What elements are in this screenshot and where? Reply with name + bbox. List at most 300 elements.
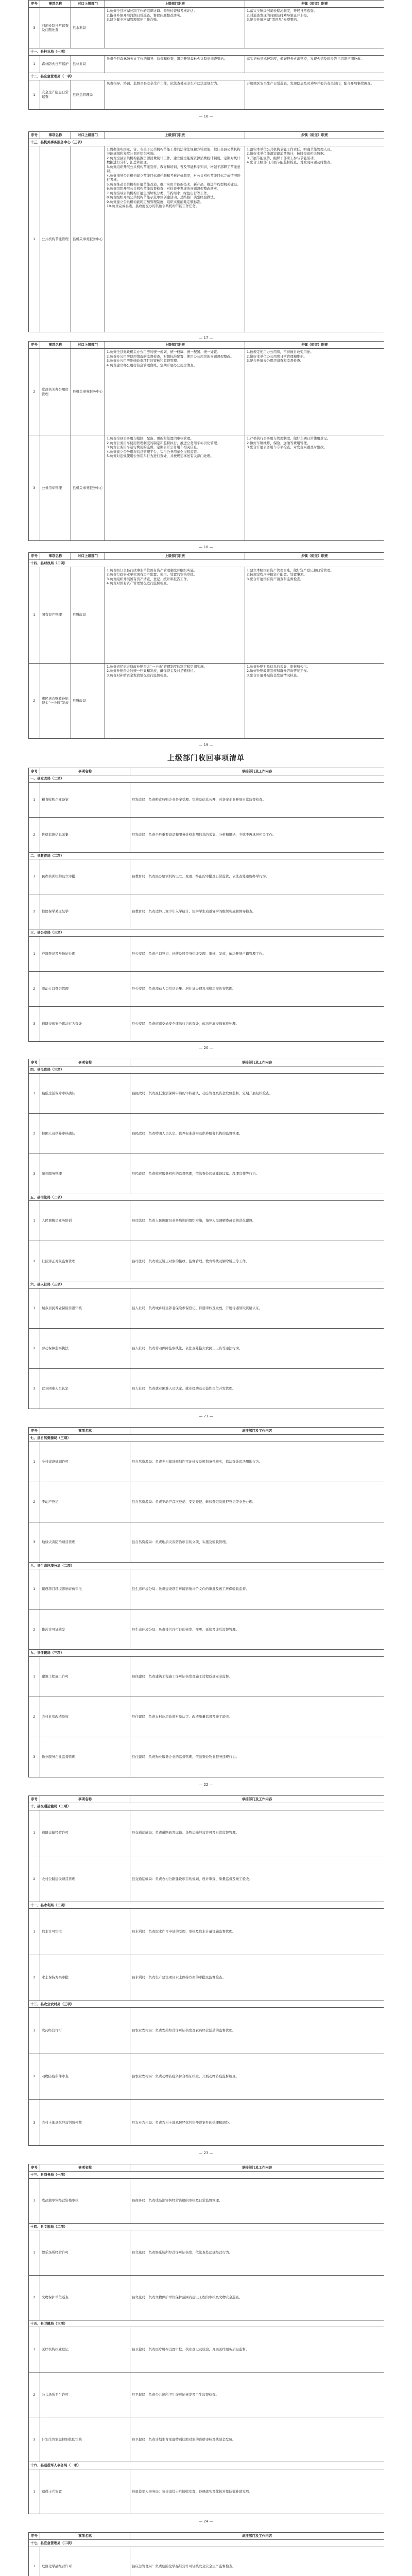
- column-header-dept: 对口上级部门: [71, 1, 105, 8]
- table-body: [29, 553, 384, 739]
- cell-content: 县教育局：负责适龄儿童少年入学统计、辍学学生劝返复学的组织实施和督导检查。: [130, 894, 384, 929]
- part2-page: [28, 1795, 384, 2146]
- cell-no: 1: [29, 567, 40, 663]
- table-row: [29, 349, 384, 435]
- table-body: [29, 2164, 384, 2514]
- section-row: [29, 1435, 384, 1442]
- cell-name: 粮食收购企业备案: [40, 782, 130, 817]
- cell-content: 县人社局：负责城乡居民养老保险参保登记、待遇审核及发放，开展待遇领取资格认证。: [130, 1288, 384, 1328]
- cell-dept: 县财政局: [71, 567, 105, 663]
- cell-no: 3: [29, 2417, 40, 2462]
- table-header-row: [29, 553, 384, 560]
- table-body: [29, 768, 384, 1042]
- cell-no: 2: [29, 1697, 40, 1737]
- column-header-no: 序号: [29, 1796, 40, 1803]
- section-heading: 十、县交通运输局（二项）: [29, 1803, 384, 1810]
- table-header-row: [29, 1428, 384, 1435]
- cell-no: 2: [29, 2275, 40, 2320]
- table-row: [29, 2099, 384, 2145]
- cell-name: 农村危房改造验收: [40, 1697, 130, 1737]
- cell-no: 1: [29, 2230, 40, 2275]
- section-heading: 五、县司法局（二项）: [29, 1194, 384, 1201]
- section-heading: 十七、县应急管理局（二项）: [29, 2540, 384, 2547]
- cell-upper: 负责指导、协调、监督全县安全生产工作，依法查处安全生产违法违规行为。: [105, 80, 245, 109]
- cell-town: 1.建立本级国有资产管理台账，做好资产登记和日常管理。 2.按规定程序申报资产配置、处置事项。 3.配合开展国有资产清查和监督检查。: [245, 567, 384, 663]
- section-row: [29, 1562, 384, 1569]
- cell-content: 县民政局：负责殡葬服务机构的监督管理，依法查处违规建设坟墓、乱埋乱葬等行为。: [130, 1154, 384, 1194]
- table-header-row: [29, 2164, 384, 2172]
- table-row: [29, 1955, 384, 2001]
- page-number: — 23 —: [199, 2151, 213, 2155]
- table-header-row: [29, 342, 384, 349]
- cell-name: 民办培训机构设立审批: [40, 859, 130, 894]
- table-row: [29, 1328, 384, 1368]
- cell-content: 县人社局：负责就业困难人员认定、就业援助及公益性岗位开发管理。: [130, 1368, 384, 1409]
- table-header-row: [29, 768, 384, 775]
- cell-town: 1.严格执行公务用车管理制度，做好车辆日常使用登记。 2.做好车辆维修、保险、加油等费用管理。 3.配合开展公务用车专项检查，对发现问题及时整改。: [245, 435, 384, 541]
- item-table: [28, 2532, 384, 2576]
- cell-content: 县生态环境分局：负责建设项目环境影响评价文件的审批及竣工环保验收监督。: [130, 1569, 384, 1609]
- cell-content: 县民政局：负责最低生活保障申请的审核确认、动态管理及资金发放监督，定期开展复核检查。: [130, 1073, 384, 1113]
- section-heading: 十三、县商务局（一项）: [29, 2172, 384, 2179]
- cell-name: 公务用车管理: [40, 435, 71, 541]
- cell-no: 1: [29, 1909, 40, 1955]
- cell-name: 娱乐场所经营许可: [40, 2230, 130, 2275]
- cell-upper: 1.负责全县河湖长制工作的组织协调、督导检查和考核评估。 2.指导乡镇开展河湖日常巡查，督促问题整改落实。 3.建立健全河湖管理保护工作台账。: [105, 8, 245, 48]
- cell-content: 县农业农村局：负责农药经营许可证核发及农药经营活动的监督管理。: [130, 2008, 384, 2054]
- table-row: [29, 1154, 384, 1194]
- section-row: [29, 775, 384, 783]
- cell-no: 2: [29, 971, 40, 1006]
- cell-no: 1: [29, 1810, 40, 1856]
- table-row: [29, 1073, 384, 1113]
- cell-content: 县卫健局：负责医疗机构设置审批、执业登记及校验，开展医疗服务质量监督。: [130, 2327, 384, 2372]
- page-number: — 18 —: [199, 545, 213, 549]
- cell-name: 特困人员供养审核确认: [40, 1113, 130, 1154]
- cell-town: 1.负责补贴对象信息的采集、审核和公示。 2.做好补贴政策宣传和群众咨询答复工作。 3.配合开展补贴资金发放情况核查。: [245, 663, 384, 738]
- column-header-content: 承接部门及工作内容: [130, 1796, 384, 1803]
- cell-no: 2: [29, 1856, 40, 1902]
- cell-no: 1: [29, 2178, 40, 2223]
- page-number: — 16 —: [199, 114, 213, 118]
- cell-content: 县农业农村局：负责动物防疫条件合格证核发，开展动物防疫监督检查。: [130, 2054, 384, 2099]
- item-table: [28, 768, 384, 1042]
- column-header-no: 序号: [29, 342, 40, 349]
- table-row: [29, 1368, 384, 1409]
- cell-no: 1: [29, 2008, 40, 2054]
- cell-no: 3: [29, 1737, 40, 1777]
- column-header-upper: 上级部门职责: [105, 132, 245, 139]
- table-row: [29, 8, 384, 48]
- table-header-row: [29, 1, 384, 8]
- column-header-town: 乡镇（街道）职责: [245, 553, 384, 560]
- table-row: [29, 146, 384, 332]
- item-table: [28, 1795, 384, 2146]
- cell-name: 最低生活保障审核确认: [40, 1073, 130, 1113]
- table-row: [29, 1737, 384, 1777]
- cell-no: 2: [29, 1482, 40, 1522]
- cell-no: 1: [29, 2547, 40, 2576]
- cell-no: 1: [29, 2469, 40, 2514]
- cell-name: 道路交通安全违法行为查处: [40, 1006, 130, 1041]
- table-body: [29, 1059, 384, 1409]
- section-heading: 三、县公安局（三项）: [29, 929, 384, 937]
- cell-name: 农村土地承包经营纠纷仲裁: [40, 2099, 130, 2145]
- page-title: 上级部门收回事项清单: [167, 754, 245, 762]
- column-header-name: 事项名称: [40, 132, 71, 139]
- table-row: [29, 1442, 384, 1482]
- cell-no: 2: [29, 2372, 40, 2417]
- table-row: [29, 859, 384, 894]
- table-body: [29, 1796, 384, 2146]
- section-heading: 十三、县机关事务服务中心（三项）: [29, 139, 384, 146]
- column-header-upper: 上级部门职责: [105, 342, 245, 349]
- cell-dept: 县机关事务服务中心: [71, 435, 105, 541]
- table-row: [29, 1656, 384, 1697]
- column-header-town: 乡镇（街道）职责: [245, 1, 384, 8]
- column-header-name: 事项名称: [40, 1, 71, 8]
- table-row: [29, 1810, 384, 1856]
- cell-content: 县文旅局：负责娱乐场所经营许可证核发，依法查处违规经营行为。: [130, 2230, 384, 2275]
- section-row: [29, 1066, 384, 1074]
- section-heading: 十一、县林业局（一项）: [29, 48, 384, 56]
- table-header-row: [29, 1059, 384, 1066]
- table-header-row: [29, 132, 384, 139]
- part1-page: [28, 552, 384, 739]
- part1-page: [28, 0, 384, 110]
- cell-name: 建筑工程施工许可: [40, 1656, 130, 1697]
- column-header-upper: 上级部门职责: [105, 1, 245, 8]
- table-row: [29, 1697, 384, 1737]
- table-row: [29, 663, 384, 738]
- table-body: [29, 1428, 384, 1777]
- table-body: [29, 132, 384, 332]
- cell-no: 1: [29, 1073, 40, 1113]
- cell-name: 流动人口登记管理: [40, 971, 130, 1006]
- part2-page: [28, 2532, 384, 2576]
- item-table: [28, 552, 384, 739]
- section-heading: 六、县人社局（三项）: [29, 1281, 384, 1289]
- table-row: [29, 894, 384, 929]
- column-header-no: 序号: [29, 2533, 40, 2540]
- cell-upper: 1.贯彻落实国家、省、市关于公共机构节能工作的法律法规和方针政策，拟订全县公共机构节能规划和年度计划并组织实施。 2.负责全县公共机构能源资源消费统计工作，建立健全能源资源消费统计制度，定期对统计数据进行分析、汇总和报送。 3.负责组织开展公共机构节能宣传、教育和培训，普及节能科学知识，增强干部职工节能意识。 4.负责指导公共机构建立节能目标责任制和考核评价制度，对公共机构节能目标完成情况进行考核。 5.负责推动公共机构开展节能改造，推广应用节能新技术、新产品，推进节约型机关建设。 6.负责组织开展公共机构节能监督检查，对检查中发现的问题督促整改落实。 7.负责指导公共机构开展生活垃圾分类、节约用水、绿色出行等工作。 8.负责组织开展公共机构节能示范单位创建活动，总结推广典型经验做法。 9.负责建立公共机构能耗定额管理制度，组织实施能耗定额标准。 10.负责完成县委、县政府交办的其他公共机构节能工作任务。: [105, 146, 245, 332]
- cell-upper: 负责全县森林防灭火工作的指导、监督和检查，组织开展森林火灾隐患排查整治。: [105, 55, 245, 73]
- column-header-name: 事项名称: [40, 768, 130, 775]
- cell-content: 县商务局：负责成品油零售经营资格的审核及日常监督管理。: [130, 2178, 384, 2223]
- table-row: [29, 1609, 384, 1650]
- cell-content: 县住建局：负责建筑工程施工许可证核发及施工过程质量安全监督。: [130, 1656, 384, 1697]
- cell-town: 1.按规定使用办公用房，不得擅自改变用途。 2.做好本单位办公用房日常管理和维护。 3.配合开展办公用房清查和监督检查。: [245, 349, 384, 435]
- table-row: [29, 2547, 384, 2576]
- cell-no: 1: [29, 80, 40, 109]
- cell-no: 1: [29, 1442, 40, 1482]
- section-row: [29, 1281, 384, 1289]
- table-header-row: [29, 2533, 384, 2540]
- cell-upper: 1.负责拟订全县行政事业单位国有资产管理制度并组织实施。 2.负责行政事业单位国有资产配置、使用、处置的审核审批。 3.负责组织开展国有资产清查、登记、统计和报告工作。 4.负责对国有资产管理情况进行监督检查。: [105, 567, 245, 663]
- part2-page: [28, 2164, 384, 2514]
- item-table: [28, 1427, 384, 1777]
- table-row: [29, 782, 384, 817]
- section-row: [29, 852, 384, 859]
- cell-content: 县司法局：负责社区矫正对象的接收、监督管理、教育帮扶及解除矫正等工作。: [130, 1241, 384, 1281]
- column-header-content: 承接部门及工作内容: [130, 1428, 384, 1435]
- cell-content: 县公安局：负责道路交通安全违法行为的查处，依法开展交通事故处理。: [130, 1006, 384, 1041]
- table-row: [29, 1522, 384, 1562]
- table-header-row: [29, 1796, 384, 1803]
- table-row: [29, 1856, 384, 1902]
- cell-content: 县农业农村局：负责农村土地承包经营纠纷仲裁案件的受理和调处。: [130, 2099, 384, 2145]
- column-header-no: 序号: [29, 132, 40, 139]
- column-header-name: 事项名称: [40, 553, 71, 560]
- cell-content: 县民政局：负责特困人员认定、供养标准落实及供养服务机构的监督管理。: [130, 1113, 384, 1154]
- table-row: [29, 1482, 384, 1522]
- section-row: [29, 2001, 384, 2008]
- cell-name: 成品油零售经营资格审核: [40, 2178, 130, 2223]
- cell-town: 1.落实乡镇级河湖长巡河制度，开展日常巡查。 2.对巡查发现的问题及时劝导制止并上报。 3.配合开展河湖“清四乱”专项整治。: [245, 8, 384, 48]
- cell-no: 2: [29, 1113, 40, 1154]
- cell-no: 2: [29, 894, 40, 929]
- cell-name: 人民调解员业务培训: [40, 1201, 130, 1241]
- cell-upper: 1.负责全县公务用车编制、配备、更新和处置的审核管理。 2.负责公务用车使用管理制度的制定和监督执行，推进公务用车标识化管理。 3.负责公务用车运行费用的监督，定期公开公务用车相关信息。 4.负责建立公务用车信息管理平台，实行公务用车全过程监管。 5.负责对违规使用公务用车行为进行查处，并按规定移送有关部门处理。: [105, 435, 245, 541]
- table-row: [29, 435, 384, 541]
- cell-content: 县教育局：负责民办培训机构设立、变更、终止的审批及日常监管，依法查处违规办学行为。: [130, 859, 384, 894]
- table-row: [29, 1909, 384, 1955]
- column-header-name: 事项名称: [40, 1059, 130, 1066]
- cell-content: 县司法局：负责人民调解员业务培训的组织实施，指导人民调解委员会规范化建设。: [130, 1201, 384, 1241]
- cell-content: 县自然资源局：负责不动产首次登记、变更登记、转移登记及抵押登记等业务办理。: [130, 1482, 384, 1522]
- cell-content: 县应急管理局：负责危险化学品经营许可证核发及安全生产监督检查。: [130, 2547, 384, 2576]
- section-heading: 二、县教育局（二项）: [29, 852, 384, 859]
- cell-dept: 县林业局: [71, 55, 105, 73]
- cell-name: 取水许可审批: [40, 1909, 130, 1955]
- column-header-content: 承接部门及工作内容: [130, 1059, 384, 1066]
- cell-dept: 县应急管理局: [71, 80, 105, 109]
- cell-name: 国有资产管理: [40, 567, 71, 663]
- cell-no: 3: [29, 1006, 40, 1041]
- page-number: — 19 —: [199, 743, 213, 747]
- column-header-no: 序号: [29, 1059, 40, 1066]
- table-row: [29, 1201, 384, 1241]
- column-header-no: 序号: [29, 2164, 40, 2172]
- cell-content: 县人社局：负责劳动保障监察执法，依法查处拖欠农民工工资等违法行为。: [130, 1328, 384, 1368]
- column-header-dept: 对口上级部门: [71, 553, 105, 560]
- cell-no: 2: [29, 663, 40, 738]
- cell-content: 县水利局：负责取水许可申请的受理、审核及取水计量设施监督管理。: [130, 1909, 384, 1955]
- cell-content: 县生态环境分局：负责排污许可证的核发、变更、延续及证后监督管理。: [130, 1609, 384, 1650]
- page-number: — 20 —: [199, 1046, 213, 1050]
- table-row: [29, 1288, 384, 1328]
- table-row: [29, 2230, 384, 2275]
- cell-name: 党政机关办公用房管理: [40, 349, 71, 435]
- section-heading: 七、县自然资源局（三项）: [29, 1435, 384, 1442]
- cell-no: 2: [29, 1328, 40, 1368]
- section-heading: 十四、县文旅局（二项）: [29, 2223, 384, 2230]
- cell-name: 文物保护单位巡查: [40, 2275, 130, 2320]
- cell-name: 公共机构节能管理: [40, 146, 71, 332]
- cell-name: 动物防疫条件审查: [40, 2054, 130, 2099]
- section-row: [29, 1803, 384, 1810]
- cell-content: 县卫健局：负责公共场所卫生许可证核发及卫生监督检查。: [130, 2372, 384, 2417]
- cell-town: 落实护林员巡护制度，做好野外火源管控，发现火情及时报告并组织初期扑救。: [245, 55, 384, 73]
- section-heading: 十二、县应急管理局（一项）: [29, 73, 384, 80]
- cell-town: 开展辖区安全生产日常巡查，发现隐患及时劝导并报告有关部门，配合开展事故调查。: [245, 80, 384, 109]
- cell-name: 道路运输经营许可: [40, 1810, 130, 1856]
- column-header-dept: 对口上级部门: [71, 342, 105, 349]
- table-row: [29, 80, 384, 109]
- table-row: [29, 2275, 384, 2320]
- column-header-content: 承接部门及工作内容: [130, 2533, 384, 2540]
- cell-name: 建设项目环境影响评价审批: [40, 1569, 130, 1609]
- item-table: [28, 131, 384, 332]
- table-row: [29, 1113, 384, 1154]
- page-number: — 22 —: [199, 1783, 213, 1787]
- table-row: [29, 2372, 384, 2417]
- part2-page: [28, 1427, 384, 1777]
- table-row: [29, 55, 384, 73]
- part1-page: [28, 131, 384, 332]
- column-header-town: 乡镇（街道）职责: [245, 132, 384, 139]
- cell-no: 2: [29, 1609, 40, 1650]
- cell-no: 3: [29, 435, 40, 541]
- page-number: — 17 —: [199, 336, 213, 340]
- cell-no: 1: [29, 782, 40, 817]
- cell-no: 3: [29, 8, 40, 48]
- cell-dept: 县财政局: [71, 663, 105, 738]
- section-row: [29, 1194, 384, 1201]
- table-row: [29, 936, 384, 971]
- cell-name: 城乡居民养老保险待遇审核: [40, 1288, 130, 1328]
- cell-content: 县自然资源局：负责地质灾害防治项目的立项、实施及验收管理。: [130, 1522, 384, 1562]
- cell-dept: 县机关事务服务中心: [71, 146, 105, 332]
- section-heading: 四、县民政局（三项）: [29, 1066, 384, 1074]
- column-header-no: 序号: [29, 553, 40, 560]
- cell-content: 县住建局：负责农村危房改造对象认定、改造质量监督及竣工验收。: [130, 1697, 384, 1737]
- section-row: [29, 1902, 384, 1909]
- cell-name: 社区矫正对象监督管理: [40, 1241, 130, 1281]
- column-header-name: 事项名称: [40, 342, 71, 349]
- section-heading: 十五、县卫健局（三项）: [29, 2320, 384, 2327]
- cell-no: 2: [29, 1955, 40, 2001]
- part2-page: [28, 768, 384, 1042]
- section-row: [29, 48, 384, 56]
- cell-name: 殡葬服务管理: [40, 1154, 130, 1194]
- cell-name: 医疗机构执业登记: [40, 2327, 130, 2372]
- cell-content: 县退役军人事务局：负责退役士兵接收安置、待遇落实及优抚对象抚恤补助发放。: [130, 2469, 384, 2514]
- cell-content: 县自然资源局：负责乡村建设规划许可证核发及规划条件核实，依法查处违法用地行为。: [130, 1442, 384, 1482]
- cell-content: 县发改局：负责粮食收购企业备案受理、审核及信息公开，对备案企业开展日常监督检查。: [130, 782, 384, 817]
- cell-no: 2: [29, 2054, 40, 2099]
- cell-no: 1: [29, 2327, 40, 2372]
- cell-content: 县卫健局：负责计划生育家庭特别扶助对象的资格审核及扶助金发放。: [130, 2417, 384, 2462]
- column-header-town: 乡镇（街道）职责: [245, 342, 384, 349]
- cell-no: 2: [29, 817, 40, 852]
- cell-name: 不动产登记: [40, 1482, 130, 1522]
- cell-name: 河湖长制日常巡查及问题处置: [40, 8, 71, 48]
- cell-no: 2: [29, 349, 40, 435]
- cell-town: 1.落实本单位公共机构节能工作责任，明确节能管理人员。 2.做好本单位能源资源消费统计，按时报送相关数据。 3.开展节能宣传，组织干部职工参与节能活动。 4.配合上级部门开展节能监督检查，对发现问题及时整改。: [245, 146, 384, 332]
- table-row: [29, 2417, 384, 2462]
- cell-content: 县交通运输局：负责农村公路建设项目的规划、设计审查、质量监督及竣工验收。: [130, 1856, 384, 1902]
- cell-name: 户籍登记及身份证办理: [40, 936, 130, 971]
- cell-no: 1: [29, 1569, 40, 1609]
- cell-no: 3: [29, 1522, 40, 1562]
- cell-no: 1: [29, 55, 40, 73]
- table-row: [29, 1241, 384, 1281]
- column-header-no: 序号: [29, 1, 40, 8]
- section-row: [29, 560, 384, 567]
- table-row: [29, 2008, 384, 2054]
- section-row: [29, 929, 384, 937]
- section-row: [29, 1650, 384, 1657]
- table-row: [29, 2327, 384, 2372]
- part2-page: [28, 1059, 384, 1409]
- item-table: [28, 1059, 384, 1409]
- column-header-name: 事项名称: [40, 1428, 130, 1435]
- page-number: — 24 —: [199, 2519, 213, 2523]
- part1-page: [28, 341, 384, 541]
- column-header-content: 承接部门及工作内容: [130, 768, 384, 775]
- item-table: [28, 0, 384, 110]
- cell-dept: 县水利局: [71, 8, 105, 48]
- cell-name: 价格监测信息采集: [40, 817, 130, 852]
- column-header-name: 事项名称: [40, 2164, 130, 2172]
- cell-name: 退役士兵安置: [40, 2469, 130, 2514]
- cell-no: 2: [29, 1241, 40, 1281]
- cell-no: 1: [29, 1201, 40, 1241]
- section-row: [29, 139, 384, 146]
- cell-name: 公共场所卫生许可: [40, 2372, 130, 2417]
- column-header-dept: 对口上级部门: [71, 132, 105, 139]
- cell-no: 1: [29, 859, 40, 894]
- column-header-name: 事项名称: [40, 1796, 130, 1803]
- section-heading: 十一、县水利局（二项）: [29, 1902, 384, 1909]
- cell-name: 安全生产隐患日常巡查: [40, 80, 71, 109]
- cell-name: 惠民惠农财政补贴资金“一卡通”发放: [40, 663, 71, 738]
- section-heading: 十二、县农业农村局（三项）: [29, 2001, 384, 2008]
- table-row: [29, 971, 384, 1006]
- cell-dept: 县机关事务服务中心: [71, 349, 105, 435]
- page-number: — 21 —: [199, 1414, 213, 1418]
- table-row: [29, 2469, 384, 2514]
- cell-no: 1: [29, 146, 40, 332]
- cell-upper: 1.负责惠民惠农财政补贴资金“一卡通”管理制度的制定和组织实施。 2.负责补贴资金的统一归集和发放，确保资金及时足额到位。 3.负责对补贴资金发放情况进行监督检查。: [105, 663, 245, 738]
- cell-no: 1: [29, 1656, 40, 1697]
- cell-name: 劳动保障监察执法: [40, 1328, 130, 1368]
- cell-name: 地质灾害防治项目管理: [40, 1522, 130, 1562]
- column-header-upper: 上级部门职责: [105, 553, 245, 560]
- table-body: [29, 2533, 384, 2576]
- cell-content: 县交通运输局：负责道路旅客运输、货物运输经营许可及日常监督管理。: [130, 1810, 384, 1856]
- cell-name: 物业服务企业监督管理: [40, 1737, 130, 1777]
- cell-name: 水土保持方案审批: [40, 1955, 130, 2001]
- item-table: [28, 341, 384, 541]
- column-header-no: 序号: [29, 1428, 40, 1435]
- section-heading: 十四、县财政局（二项）: [29, 560, 384, 567]
- section-row: [29, 2320, 384, 2327]
- cell-name: 危险化学品经营许可: [40, 2547, 130, 2576]
- table-row: [29, 817, 384, 852]
- item-table: [28, 2164, 384, 2514]
- cell-content: 县住建局：负责物业服务企业的监督管理，依法查处物业服务违规行为。: [130, 1737, 384, 1777]
- cell-content: 县发改局：负责全县重要商品和服务价格监测信息的采集、分析和报送，乡镇不再承担相关工作。: [130, 817, 384, 852]
- section-heading: 十六、县退役军人事务局（一项）: [29, 2462, 384, 2469]
- cell-content: 县文旅局：负责文物保护单位保护范围内建设工程的审核及文物安全巡查。: [130, 2275, 384, 2320]
- column-header-name: 事项名称: [40, 2533, 130, 2540]
- section-heading: 八、县生态环境分局（二项）: [29, 1562, 384, 1569]
- cell-content: 县水利局：负责生产建设项目水土保持方案的审批及监督检查。: [130, 1955, 384, 2001]
- section-heading: 一、县发改局（二项）: [29, 775, 384, 783]
- table-body: [29, 342, 384, 541]
